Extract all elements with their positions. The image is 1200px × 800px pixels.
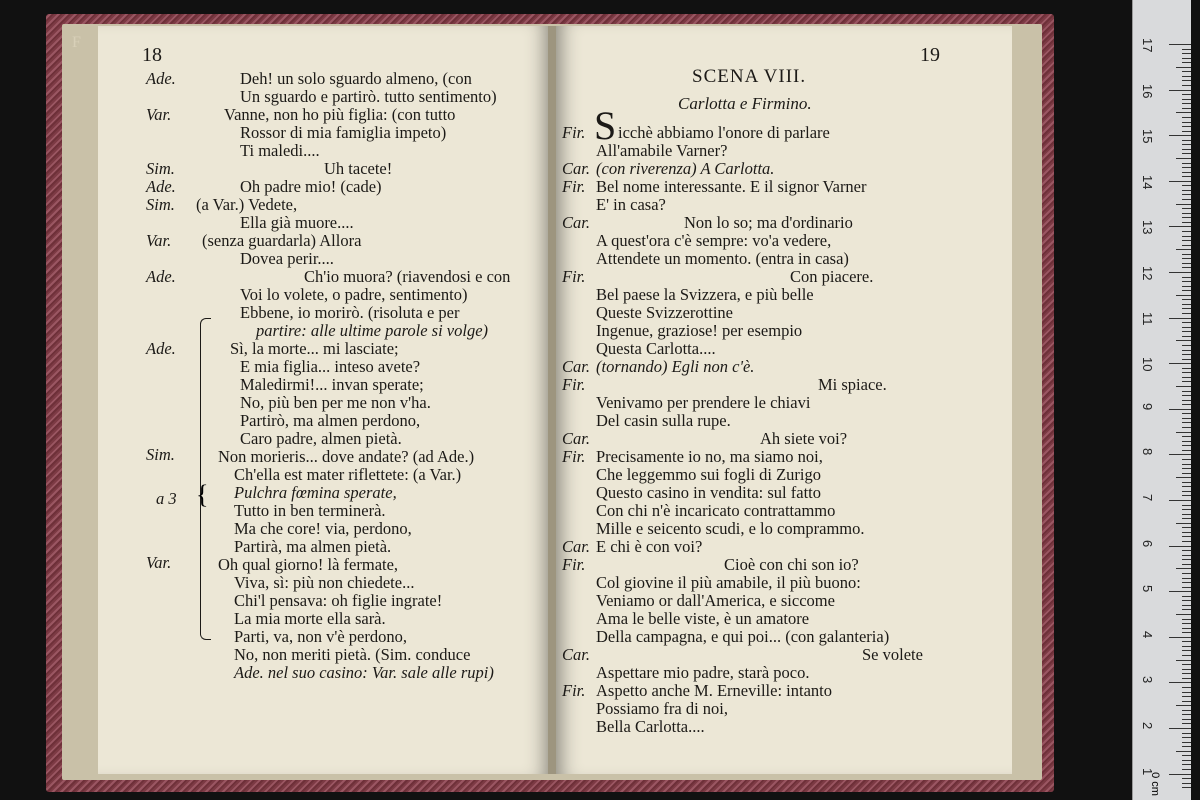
- text-line: Ah siete voi?: [760, 429, 848, 448]
- ruler-tick: [1182, 710, 1191, 711]
- text-line: E' in casa?: [596, 195, 666, 214]
- ruler-tick: [1182, 582, 1191, 583]
- ruler-tick: [1182, 404, 1191, 405]
- ruler-tick: [1182, 395, 1191, 396]
- speaker-label: Fir.: [562, 681, 586, 700]
- ruler-tick: [1176, 432, 1191, 433]
- ruler-tick: [1182, 468, 1191, 469]
- right-page: [556, 26, 1012, 774]
- ruler-tick: [1182, 53, 1191, 54]
- ruler-tick: [1182, 746, 1191, 747]
- ruler-tick: [1182, 163, 1191, 164]
- ruler-tick: [1182, 733, 1191, 734]
- text-line: Ch'io muora? (riavendosi e con: [304, 267, 511, 286]
- ruler-tick: [1169, 637, 1191, 638]
- text-line: Della campagna, e qui poi... (con galanteria): [596, 627, 890, 646]
- ruler-tick: [1176, 660, 1191, 661]
- ruler-tick: [1182, 350, 1191, 351]
- ruler-tick: [1182, 103, 1191, 104]
- ruler-tick: [1182, 208, 1191, 209]
- ruler-number: 10: [1140, 357, 1155, 372]
- ruler-tick: [1182, 80, 1191, 81]
- speaker-label: Car.: [562, 357, 590, 376]
- ruler-tick: [1182, 587, 1191, 588]
- ruler-tick: [1182, 62, 1191, 63]
- text-line: Se volete: [862, 645, 923, 664]
- speaker-label: Car.: [562, 159, 590, 178]
- text-line: (tornando) Egli non c'è.: [596, 357, 755, 376]
- speaker-label: Var.: [146, 105, 172, 124]
- text-line: Bella Carlotta....: [596, 717, 705, 736]
- text-line: Voi lo volete, o padre, sentimento): [240, 285, 468, 304]
- text-line: Questo casino in vendita: sul fatto: [596, 483, 821, 502]
- text-line: Pulchra fœmina sperate,: [234, 483, 397, 502]
- ruler-tick: [1182, 769, 1191, 770]
- ruler-tick: [1182, 609, 1191, 610]
- page-number: 18: [142, 44, 162, 66]
- text-line: Queste Svizzerottine: [596, 303, 733, 322]
- ruler-tick: [1182, 760, 1191, 761]
- text-line: Cioè con chi son io?: [724, 555, 859, 574]
- ruler-tick: [1176, 614, 1191, 615]
- text-line: partire: alle ultime parole si volge): [256, 321, 489, 340]
- speaker-label: Car.: [562, 645, 590, 664]
- text-line: Ma che core! via, perdono,: [234, 519, 412, 538]
- left-page: [98, 26, 550, 774]
- ruler-tick: [1182, 131, 1191, 132]
- ruler-tick: [1182, 199, 1191, 200]
- ruler-tick: [1182, 381, 1191, 382]
- ruler-tick: [1182, 450, 1191, 451]
- ruler-tick: [1182, 108, 1191, 109]
- ruler-tick: [1182, 764, 1191, 765]
- text-line: Questa Carlotta....: [596, 339, 716, 358]
- ruler-tick: [1182, 49, 1191, 50]
- ruler-tick: [1182, 144, 1191, 145]
- ruler-tick: [1169, 546, 1191, 547]
- ruler-tick: [1182, 445, 1191, 446]
- text-line: Possiamo fra di noi,: [596, 699, 728, 718]
- ruler-tick: [1182, 514, 1191, 515]
- ruler-tick: [1176, 204, 1191, 205]
- ruler-tick: [1176, 568, 1191, 569]
- ruler-tick: [1182, 600, 1191, 601]
- ruler-tick: [1182, 190, 1191, 191]
- text-line: A quest'ora c'è sempre: vo'a vedere,: [596, 231, 832, 250]
- ruler-number: 3: [1140, 676, 1155, 684]
- text-line: Partirò, ma almen perdono,: [240, 411, 421, 430]
- text-line: Veniamo or dall'America, e siccome: [596, 591, 835, 610]
- speaker-label: Ade.: [146, 339, 176, 358]
- ruler-tick: [1182, 573, 1191, 574]
- ruler-tick: [1169, 44, 1191, 45]
- ruler-tick: [1176, 751, 1191, 752]
- text-line: Ch'ella est mater riflettete: (a Var.): [234, 465, 462, 484]
- ruler-tick: [1182, 231, 1191, 232]
- ruler-tick: [1182, 701, 1191, 702]
- ruler-tick: [1176, 705, 1191, 706]
- ruler-number: 5: [1140, 585, 1155, 593]
- text-line: Mi spiace.: [818, 375, 887, 394]
- ruler-number: 13: [1140, 220, 1155, 235]
- ruler-tick: [1182, 372, 1191, 373]
- ruler-tick: [1169, 135, 1191, 136]
- text-line: Bel paese la Svizzera, e più belle: [596, 285, 814, 304]
- ruler-tick: [1169, 591, 1191, 592]
- ruler-tick: [1182, 723, 1191, 724]
- speaker-label: Car.: [562, 213, 590, 232]
- ruler-tick: [1169, 728, 1191, 729]
- ruler-tick: [1182, 673, 1191, 674]
- ruler-tick: [1182, 185, 1191, 186]
- ruler-tick: [1182, 655, 1191, 656]
- ruler-tick: [1182, 464, 1191, 465]
- ruler-tick: [1182, 308, 1191, 309]
- ruler-tick: [1182, 418, 1191, 419]
- ruler-tick: [1182, 194, 1191, 195]
- ruler-tick: [1182, 532, 1191, 533]
- ruler-tick: [1182, 495, 1191, 496]
- ruler-tick: [1169, 774, 1191, 775]
- text-line: Tutto in ben terminerà.: [234, 501, 386, 520]
- speaker-label: Fir.: [562, 555, 586, 574]
- text-line: Maledirmi!... invan sperate;: [240, 375, 424, 394]
- text-line: Precisamente io no, ma siamo noi,: [596, 447, 823, 466]
- ruler-number: 14: [1140, 174, 1155, 190]
- text-line: Viva, sì: più non chiedete...: [234, 573, 415, 592]
- ruler-number: 15: [1140, 129, 1155, 144]
- ruler-tick: [1182, 85, 1191, 86]
- text-line: Oh padre mio! (cade): [240, 177, 382, 196]
- ruler-tick: [1182, 286, 1191, 287]
- speaker-label: Var.: [146, 553, 172, 572]
- ruler-tick: [1182, 536, 1191, 537]
- text-line: icchè abbiamo l'onore di parlare: [618, 123, 830, 142]
- ruler-tick: [1182, 436, 1191, 437]
- ruler-number: 11: [1140, 311, 1155, 326]
- ruler-tick: [1182, 505, 1191, 506]
- text-line: Ade. nel suo casino: Var. sale alle rupi): [234, 663, 494, 682]
- speaker-label: Fir.: [562, 375, 586, 394]
- ruler-tick: [1182, 687, 1191, 688]
- text-line: Aspetto anche M. Erneville: intanto: [596, 681, 832, 700]
- ruler-tick: [1182, 359, 1191, 360]
- text-line: (a Var.) Vedete,: [196, 195, 298, 214]
- ruler-tick: [1182, 578, 1191, 579]
- ruler-tick: [1182, 628, 1191, 629]
- ruler-tick: [1182, 94, 1191, 95]
- ruler-tick: [1169, 363, 1191, 364]
- speaker-label: Car.: [562, 537, 590, 556]
- text-line: Non lo so; ma d'ordinario: [684, 213, 853, 232]
- ruler-tick: [1182, 427, 1191, 428]
- ruler-tick: [1182, 678, 1191, 679]
- ruler-tick: [1182, 783, 1191, 784]
- speaker-label: Fir.: [562, 123, 586, 142]
- text-line: All'amabile Varner?: [596, 141, 728, 160]
- text-line: Deh! un solo sguardo almeno, (con: [240, 69, 472, 88]
- ruler-tick: [1169, 318, 1191, 319]
- ruler-tick: [1182, 368, 1191, 369]
- ruler-tick: [1182, 486, 1191, 487]
- ruler-tick: [1182, 117, 1191, 118]
- ruler-tick: [1182, 413, 1191, 414]
- ruler-tick: [1182, 737, 1191, 738]
- speaker-label: Fir.: [562, 177, 586, 196]
- ruler-tick: [1182, 217, 1191, 218]
- ruler-tick: [1182, 263, 1191, 264]
- ruler-tick: [1182, 641, 1191, 642]
- ruler-tick: [1182, 240, 1191, 241]
- ruler-number: 2: [1140, 722, 1155, 730]
- ruler-tick: [1182, 719, 1191, 720]
- text-line: Venivamo per prendere le chiavi: [596, 393, 811, 412]
- scene-characters: Carlotta e Firmino.: [678, 94, 812, 113]
- ruler-tick: [1182, 258, 1191, 259]
- ruler-tick: [1176, 112, 1191, 113]
- ruler-tick: [1182, 664, 1191, 665]
- text-line: Non morieris... dove andate? (ad Ade.): [218, 447, 475, 466]
- text-line: Parti, va, non v'è perdono,: [234, 627, 407, 646]
- ruler-tick: [1182, 742, 1191, 743]
- text-line: Aspettare mio padre, starà poco.: [596, 663, 810, 682]
- ruler-tick: [1182, 331, 1191, 332]
- ruler-tick: [1182, 267, 1191, 268]
- text-line: Col giovine il più amabile, il più buono:: [596, 573, 861, 592]
- text-line: Un sguardo e partirò. tutto sentimento): [240, 87, 497, 106]
- ruler-tick: [1182, 491, 1191, 492]
- text-line: Ella già muore....: [240, 213, 354, 232]
- ruler-tick: [1182, 58, 1191, 59]
- ruler-number: 9: [1140, 402, 1155, 411]
- ruler-tick: [1182, 290, 1191, 291]
- ruler-tick: [1182, 696, 1191, 697]
- ruler-tick: [1182, 149, 1191, 150]
- ruler-tick: [1182, 122, 1191, 123]
- ruler-tick: [1182, 778, 1191, 779]
- ruler-tick: [1182, 619, 1191, 620]
- ruler-number: 17: [1140, 38, 1155, 53]
- ruler-tick: [1182, 555, 1191, 556]
- ruler-tick: [1182, 222, 1191, 223]
- ruler-tick: [1182, 354, 1191, 355]
- text-line: Che leggemmo sui fogli di Zurigo: [596, 465, 822, 484]
- ruler-tick: [1182, 391, 1191, 392]
- ruler-tick: [1182, 167, 1191, 168]
- ruler-tick: [1182, 213, 1191, 214]
- text-line: Uh tacete!: [324, 159, 393, 178]
- drop-cap: S: [594, 103, 617, 148]
- ruler-tick: [1169, 409, 1191, 410]
- ruler-tick: [1176, 340, 1191, 341]
- ensemble-bracket: [200, 318, 211, 640]
- ensemble-brace: {: [196, 480, 209, 509]
- ruler-tick: [1176, 158, 1191, 159]
- ruler-tick: [1176, 386, 1191, 387]
- ruler-tick: [1182, 172, 1191, 173]
- ruler-tick: [1176, 249, 1191, 250]
- ruler-tick: [1182, 605, 1191, 606]
- scene-title: SCENA VIII.: [692, 66, 807, 87]
- ruler-tick: [1182, 422, 1191, 423]
- text-line: No, non meriti pietà. (Sim. conduce: [234, 645, 471, 664]
- ruler-tick: [1176, 477, 1191, 478]
- ruler-tick: [1169, 90, 1191, 91]
- ruler-tick: [1182, 669, 1191, 670]
- speaker-label: Fir.: [562, 267, 586, 286]
- ruler-tick: [1182, 99, 1191, 100]
- ruler-tick: [1169, 181, 1191, 182]
- ruler-tick: [1176, 295, 1191, 296]
- ruler-number: 16: [1140, 83, 1155, 99]
- ruler-tick: [1182, 650, 1191, 651]
- speaker-label: Sim.: [146, 159, 175, 178]
- ruler-tick: [1182, 441, 1191, 442]
- ruler-tick: [1182, 153, 1191, 154]
- speaker-label: Ade.: [146, 69, 176, 88]
- text-line: Partirà, ma almen pietà.: [234, 537, 392, 556]
- text-line: No, più ben per me non v'ha.: [240, 393, 431, 412]
- speaker-label: Car.: [562, 429, 590, 448]
- ruler-tick: [1182, 245, 1191, 246]
- speaker-label: Fir.: [562, 447, 586, 466]
- ruler-number: 1: [1140, 767, 1155, 775]
- speaker-label: Sim.: [146, 195, 175, 214]
- ruler-tick: [1182, 755, 1191, 756]
- ruler-tick: [1182, 564, 1191, 565]
- speaker-label: Ade.: [146, 267, 176, 286]
- text-line: Ti maledi....: [240, 141, 320, 160]
- ruler-tick: [1182, 473, 1191, 474]
- speaker-label: a 3: [156, 489, 177, 508]
- ruler-tick: [1182, 281, 1191, 282]
- ruler-number: 12: [1140, 266, 1155, 281]
- text-line: (con riverenza) A Carlotta.: [596, 159, 775, 178]
- text-line: Attendete un momento. (entra in casa): [596, 249, 849, 268]
- ruler-tick: [1182, 322, 1191, 323]
- ruler-tick: [1182, 459, 1191, 460]
- measurement-ruler: [1132, 0, 1191, 800]
- ruler-number: 7: [1140, 494, 1155, 502]
- ruler-tick: [1182, 176, 1191, 177]
- tab-mark: F: [72, 34, 81, 51]
- ruler-number: 4: [1140, 630, 1155, 639]
- ruler-tick: [1169, 272, 1191, 273]
- text-line: E chi è con voi?: [596, 537, 703, 556]
- ruler-tick: [1182, 126, 1191, 127]
- ruler-tick: [1182, 541, 1191, 542]
- ruler-tick: [1176, 67, 1191, 68]
- ruler-number: 8: [1140, 448, 1155, 456]
- ruler-tick: [1182, 550, 1191, 551]
- ruler-tick: [1182, 787, 1191, 788]
- ruler-tick: [1176, 523, 1191, 524]
- ruler-tick: [1182, 327, 1191, 328]
- text-line: Bel nome interessante. E il signor Varner: [596, 177, 867, 196]
- text-line: Del casin sulla rupe.: [596, 411, 731, 430]
- text-line: Caro padre, almen pietà.: [240, 429, 402, 448]
- text-line: Chi'l pensava: oh figlie ingrate!: [234, 591, 443, 610]
- ruler-tick: [1169, 500, 1191, 501]
- ruler-tick: [1182, 623, 1191, 624]
- text-line: La mia morte ella sarà.: [234, 609, 386, 628]
- ruler-tick: [1182, 277, 1191, 278]
- ruler-tick: [1182, 632, 1191, 633]
- ruler-tick: [1182, 345, 1191, 346]
- ruler-tick: [1182, 646, 1191, 647]
- ruler-tick: [1169, 226, 1191, 227]
- text-line: Vanne, non ho più figlia: (con tutto: [224, 105, 456, 124]
- ruler-tick: [1182, 336, 1191, 337]
- ruler-tick: [1182, 299, 1191, 300]
- text-line: Ebbene, io morirò. (risoluta e per: [240, 303, 460, 322]
- text-line: Ingenue, graziose! per esempio: [596, 321, 803, 340]
- ruler-tick: [1182, 509, 1191, 510]
- speaker-label: Var.: [146, 231, 172, 250]
- ruler-tick: [1182, 71, 1191, 72]
- ruler-tick: [1169, 682, 1191, 683]
- speaker-label: Sim.: [146, 445, 175, 464]
- text-line: Mille e seicento scudi, e lo comprammo.: [596, 519, 865, 538]
- text-line: (senza guardarla) Allora: [202, 231, 362, 250]
- ruler-tick: [1182, 304, 1191, 305]
- ruler-tick: [1182, 692, 1191, 693]
- speaker-label: Ade.: [146, 177, 176, 196]
- ruler-tick: [1182, 76, 1191, 77]
- page-number: 19: [920, 44, 940, 66]
- ruler-tick: [1182, 313, 1191, 314]
- ruler-tick: [1182, 236, 1191, 237]
- ruler-tick: [1182, 596, 1191, 597]
- ruler-tick: [1182, 559, 1191, 560]
- text-line: Rossor di mia famiglia impeto): [240, 123, 447, 142]
- ruler-tick: [1182, 400, 1191, 401]
- ruler-tick: [1182, 714, 1191, 715]
- text-line: Oh qual giorno! là fermate,: [218, 555, 399, 574]
- text-line: Con chi n'è incaricato contrattammo: [596, 501, 836, 520]
- text-line: Dovea perir....: [240, 249, 334, 268]
- ruler-tick: [1182, 254, 1191, 255]
- ruler-tick: [1182, 140, 1191, 141]
- ruler-tick: [1169, 454, 1191, 455]
- ruler-number: 6: [1140, 539, 1155, 547]
- ruler-unit: 0 cm: [1148, 772, 1161, 796]
- ruler-tick: [1182, 527, 1191, 528]
- ruler-tick: [1182, 482, 1191, 483]
- text-line: Ama le belle viste, è un amatore: [596, 609, 810, 628]
- text-line: Sì, la morte... mi lasciate;: [230, 339, 399, 358]
- text-line: Con piacere.: [790, 267, 874, 286]
- ruler-tick: [1182, 518, 1191, 519]
- text-line: E mia figlia... inteso avete?: [240, 357, 421, 376]
- ruler-tick: [1182, 377, 1191, 378]
